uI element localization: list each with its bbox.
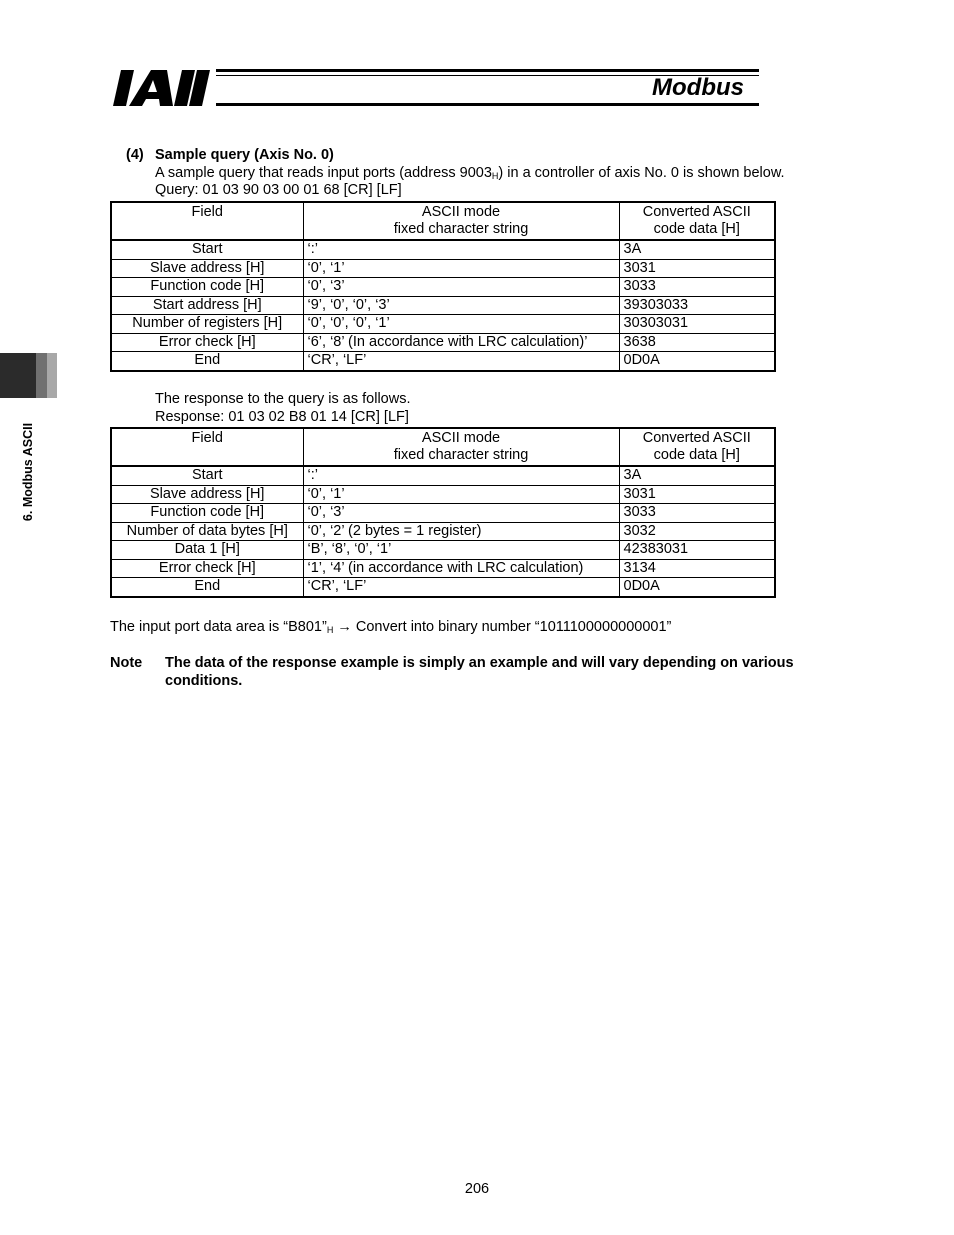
cell-ascii: ‘0’, ‘3’ <box>303 278 619 297</box>
cell-code: 3A <box>619 240 775 259</box>
page-number: 206 <box>464 1181 490 1197</box>
cell-code: 3032 <box>619 522 775 541</box>
header-field: Field <box>111 428 303 466</box>
cell-code: 3031 <box>619 259 775 278</box>
header-ascii <box>303 202 619 240</box>
note-line-2: conditions. <box>165 673 243 689</box>
cell-code: 0D0A <box>619 578 775 597</box>
description-text-after: ) in a controller of axis No. 0 is shown below. <box>498 165 785 181</box>
cell-ascii: ‘0’, ‘1’ <box>303 259 619 278</box>
description-subscript: H <box>491 171 499 181</box>
table-row <box>111 333 775 352</box>
table-row <box>111 485 775 504</box>
table-row <box>111 504 775 523</box>
conversion-text-after: Convert into binary number “1011100000000001” <box>355 619 672 635</box>
cell-code: 0D0A <box>619 352 775 371</box>
header-title: Modbus <box>652 74 744 101</box>
cell-code: 39303033 <box>619 296 775 315</box>
header-converted-line2: code data [H] <box>653 221 740 237</box>
side-tab-marker <box>0 353 36 398</box>
note-label: Note <box>110 655 143 671</box>
table-row <box>111 296 775 315</box>
iai-logo <box>111 70 215 106</box>
response-line: Response: 01 03 02 B8 01 14 [CR] [LF] <box>155 409 409 425</box>
query-table <box>110 201 776 372</box>
header-converted-line1: Converted ASCII <box>642 204 751 220</box>
table-row <box>111 240 775 259</box>
cell-field: Start address [H] <box>111 296 303 315</box>
table-row <box>111 578 775 597</box>
cell-code: 3134 <box>619 559 775 578</box>
cell-field: End <box>111 578 303 597</box>
cell-code: 3031 <box>619 485 775 504</box>
cell-field: Error check [H] <box>111 559 303 578</box>
header-ascii-line2: fixed character string <box>393 221 529 237</box>
cell-ascii: ‘9’, ‘0’, ‘0’, ‘3’ <box>303 296 619 315</box>
cell-ascii: ‘0’, ‘0’, ‘0’, ‘1’ <box>303 315 619 334</box>
cell-ascii: ‘CR’, ‘LF’ <box>303 352 619 371</box>
side-tab-marker-mid <box>36 353 47 398</box>
cell-field: Start <box>111 466 303 485</box>
table-row <box>111 466 775 485</box>
description-text-before: A sample query that reads input ports (address 9003 <box>155 165 492 181</box>
cell-ascii: ‘0’, ‘3’ <box>303 504 619 523</box>
cell-ascii: ‘6’, ‘8’ (In accordance with LRC calculation)’ <box>303 333 619 352</box>
cell-ascii: ‘0’, ‘2’ (2 bytes = 1 register) <box>303 522 619 541</box>
header-ascii <box>303 428 619 466</box>
response-table <box>110 427 776 598</box>
header-ascii-line1: ASCII mode <box>421 204 501 220</box>
side-tab-label: 6. Modbus ASCII <box>21 422 35 522</box>
table-row <box>111 541 775 560</box>
conversion-text-before: The input port data area is “B801” <box>110 619 327 635</box>
table-row <box>111 522 775 541</box>
conversion-subscript: H <box>326 625 334 635</box>
cell-code: 42383031 <box>619 541 775 560</box>
cell-code: 3033 <box>619 278 775 297</box>
cell-field: Number of data bytes [H] <box>111 522 303 541</box>
note-line-1: The data of the response example is simply an example and will vary depending on various <box>165 655 794 671</box>
cell-ascii: ‘B’, ‘8’, ‘0’, ‘1’ <box>303 541 619 560</box>
cell-code: 30303031 <box>619 315 775 334</box>
table-row <box>111 559 775 578</box>
header-converted <box>619 202 775 240</box>
header-rule-bottom <box>216 103 759 106</box>
cell-ascii: ‘CR’, ‘LF’ <box>303 578 619 597</box>
table-header-row <box>111 202 775 240</box>
header-converted-line2: code data [H] <box>653 447 740 463</box>
cell-field: Slave address [H] <box>111 485 303 504</box>
cell-code: 3A <box>619 466 775 485</box>
cell-field: Start <box>111 240 303 259</box>
header-field: Field <box>111 202 303 240</box>
cell-ascii: ‘0’, ‘1’ <box>303 485 619 504</box>
cell-code: 3638 <box>619 333 775 352</box>
cell-field: Data 1 [H] <box>111 541 303 560</box>
table-row <box>111 315 775 334</box>
table-header-row <box>111 428 775 466</box>
section-number: (4) <box>126 147 144 163</box>
cell-field: End <box>111 352 303 371</box>
section-description <box>155 165 785 182</box>
cell-ascii: ‘1’, ‘4’ (in accordance with LRC calculation) <box>303 559 619 578</box>
table-row <box>111 259 775 278</box>
cell-ascii: ‘:’ <box>303 466 619 485</box>
table-row <box>111 352 775 371</box>
section-title: Sample query (Axis No. 0) <box>155 147 334 163</box>
cell-field: Slave address [H] <box>111 259 303 278</box>
header-ascii-line1: ASCII mode <box>421 430 501 446</box>
response-intro: The response to the query is as follows. <box>155 391 411 407</box>
header-ascii-line2: fixed character string <box>393 447 529 463</box>
header-converted <box>619 428 775 466</box>
side-tab-marker-light <box>47 353 57 398</box>
query-line: Query: 01 03 90 03 00 01 68 [CR] [LF] <box>155 182 402 198</box>
cell-code: 3033 <box>619 504 775 523</box>
cell-field: Number of registers [H] <box>111 315 303 334</box>
arrow-icon: → <box>337 619 352 635</box>
cell-field: Error check [H] <box>111 333 303 352</box>
table-row <box>111 278 775 297</box>
header-converted-line1: Converted ASCII <box>642 430 751 446</box>
header-rule-top <box>216 69 759 72</box>
cell-ascii: ‘:’ <box>303 240 619 259</box>
cell-field: Function code [H] <box>111 504 303 523</box>
cell-field: Function code [H] <box>111 278 303 297</box>
conversion-line <box>110 619 671 636</box>
